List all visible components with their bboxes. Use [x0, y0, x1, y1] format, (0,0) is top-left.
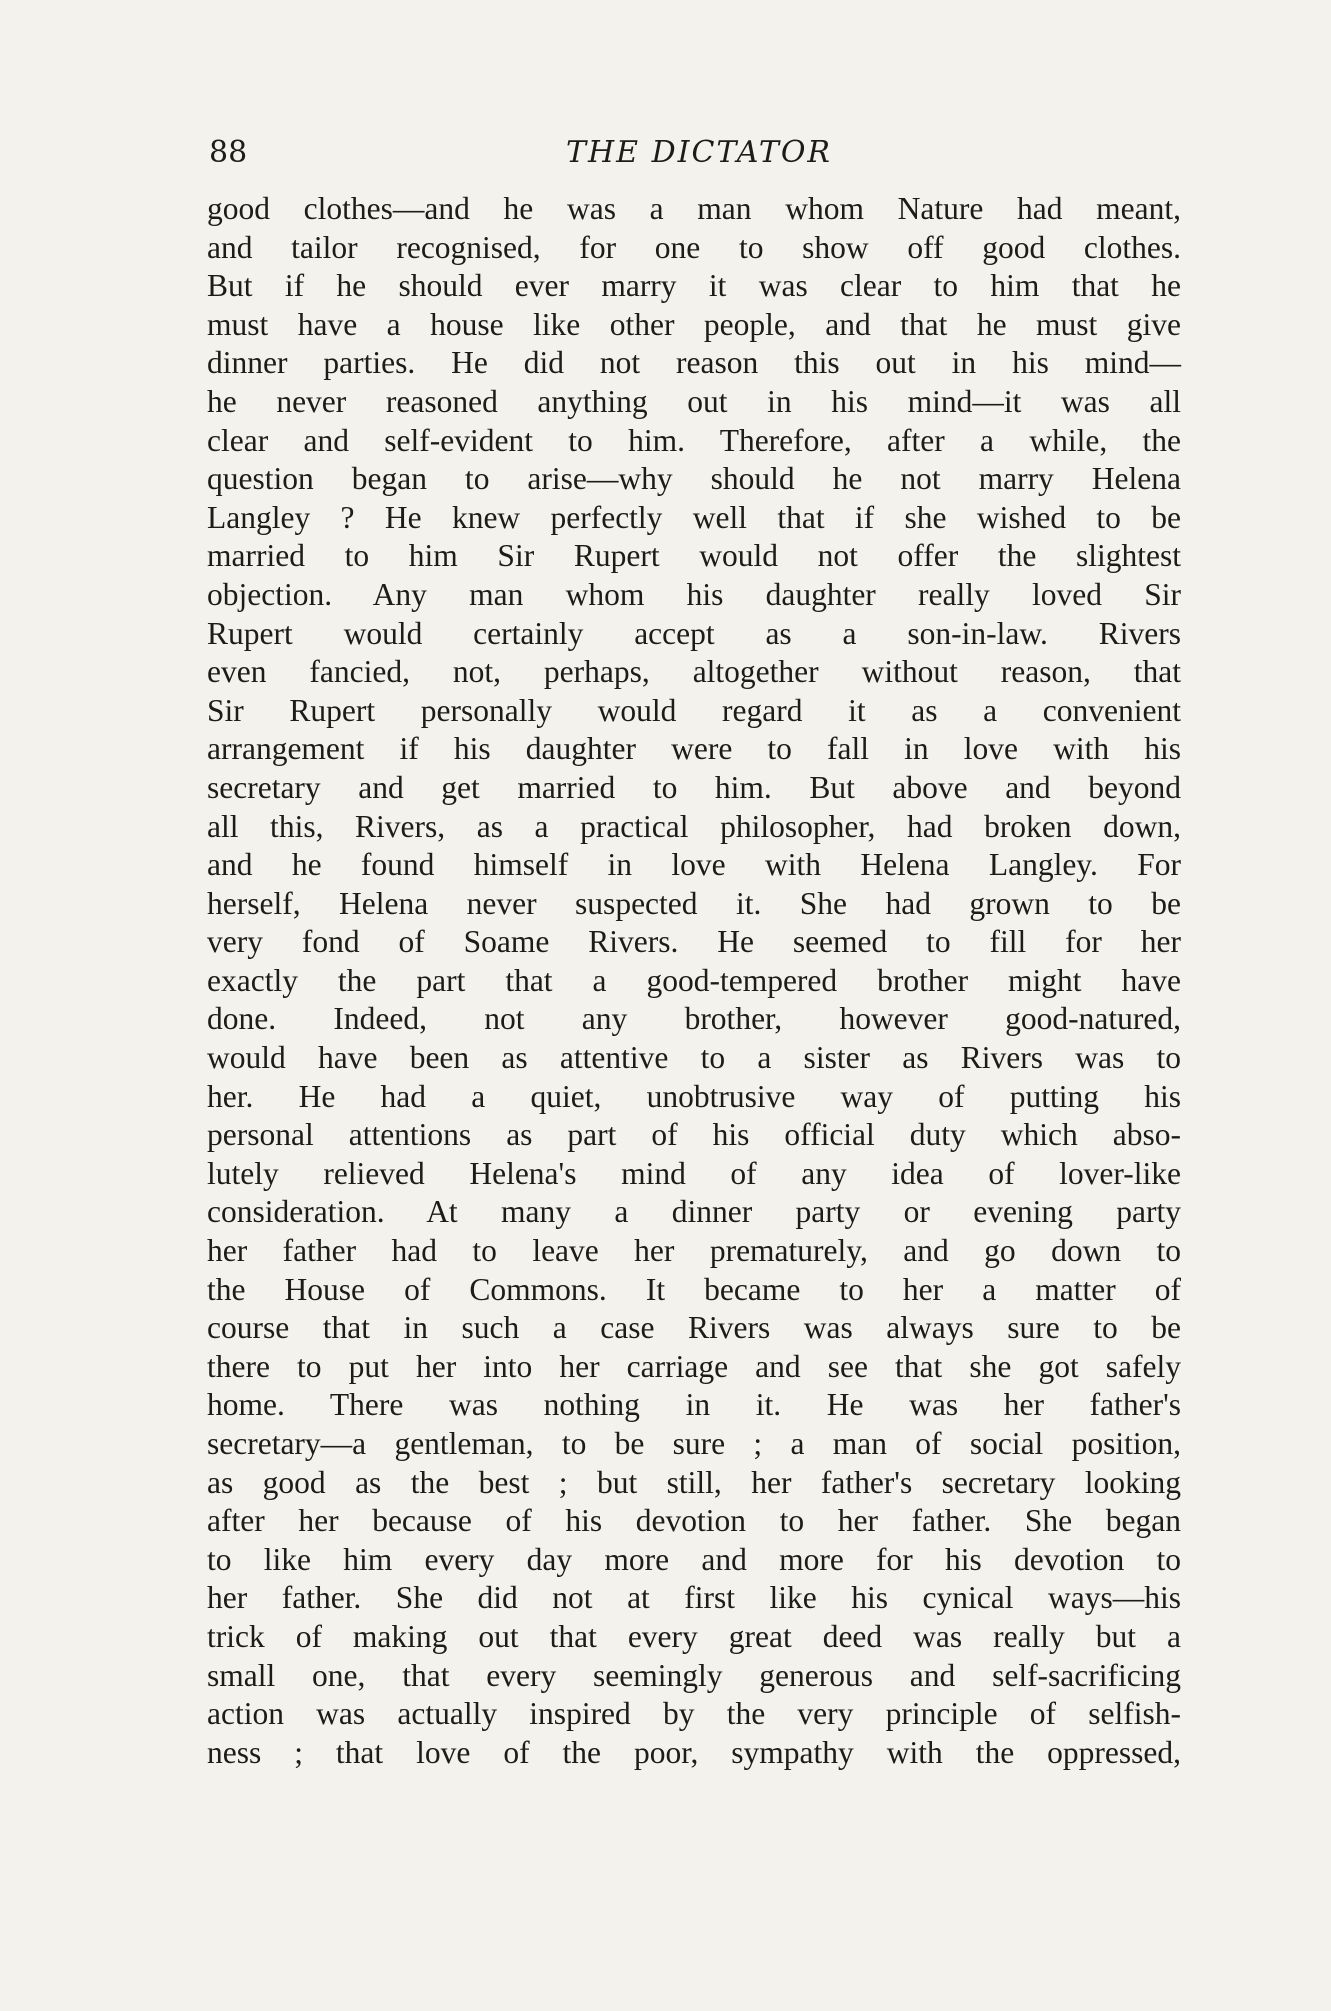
text-line: trick of making out that every great deed was really but a — [207, 1618, 1181, 1654]
text-line: very fond of Soame Rivers. He seemed to fill for her — [207, 924, 1181, 960]
text-line: must have a house like other people, and that he must give — [207, 306, 1181, 342]
text-line: there to put her into her carriage and see that she got safely — [207, 1348, 1181, 1384]
text-line: home. There was nothing in it. He was her father's — [207, 1387, 1181, 1423]
text-line: secretary and get married to him. But above and beyond — [207, 769, 1181, 805]
text-line: even fancied, not, perhaps, altogether without reason, that — [207, 654, 1181, 690]
text-line: action was actually inspired by the very principle of selfish- — [207, 1696, 1181, 1732]
text-line: ness ; that love of the poor, sympathy with the oppressed, — [207, 1734, 1181, 1770]
text-line: But if he should ever marry it was clear to him that he — [207, 268, 1181, 304]
text-line: to like him every day more and more for his devotion to — [207, 1541, 1181, 1577]
text-line: and tailor recognised, for one to show off good clothes. — [207, 229, 1181, 265]
text-line: Langley ? He knew perfectly well that if she wished to be — [207, 499, 1181, 535]
text-line: objection. Any man whom his daughter really loved Sir — [207, 576, 1181, 612]
running-title: THE DICTATOR — [565, 135, 833, 170]
body-text — [207, 190, 1181, 1772]
text-line: small one, that every seemingly generous and self-sacrificing — [207, 1657, 1181, 1693]
text-line: arrangement if his daughter were to fall in love with his — [207, 731, 1181, 767]
text-line: married to him Sir Rupert would not offer the slightest — [207, 538, 1181, 574]
text-line: Rupert would certainly accept as a son-in-law. Rivers — [207, 615, 1181, 651]
text-line: her father. She did not at first like his cynical ways—his — [207, 1580, 1181, 1616]
text-line: dinner parties. He did not reason this out in his mind— — [207, 345, 1181, 381]
text-line: secretary—a gentleman, to be sure ; a man of social position, — [207, 1426, 1181, 1461]
text-line: lutely relieved Helena's mind of any idea of lover-like — [207, 1155, 1181, 1191]
text-line: Sir Rupert personally would regard it as a convenient — [207, 692, 1181, 728]
text-line: consideration. At many a dinner party or evening party — [207, 1194, 1181, 1230]
text-line: clear and self-evident to him. Therefore, after a while, the — [207, 422, 1181, 458]
running-head — [209, 130, 1179, 176]
text-line: all this, Rivers, as a practical philosopher, had broken down, — [207, 808, 1181, 844]
text-line: and he found himself in love with Helena Langley. For — [207, 847, 1181, 883]
text-line: good clothes—and he was a man whom Nature had meant, — [207, 191, 1181, 226]
text-line: personal attentions as part of his official duty which abso- — [207, 1117, 1181, 1153]
text-line: question began to arise—why should he not marry Helena — [207, 461, 1181, 497]
text-line: after her because of his devotion to her father. She began — [207, 1503, 1181, 1539]
text-line: course that in such a case Rivers was always sure to be — [207, 1310, 1181, 1346]
text-line: would have been as attentive to a sister as Rivers was to — [207, 1040, 1181, 1076]
text-line: exactly the part that a good-tempered brother might have — [207, 962, 1181, 998]
text-line: her father had to leave her prematurely, and go down to — [207, 1233, 1181, 1269]
page-number: 88 — [209, 135, 248, 170]
text-line: her. He had a quiet, unobtrusive way of putting his — [207, 1078, 1181, 1114]
text-line: the House of Commons. It became to her a matter of — [207, 1271, 1181, 1307]
text-line: he never reasoned anything out in his mind—it was all — [207, 383, 1181, 419]
text-line: done. Indeed, not any brother, however good-natured, — [207, 1001, 1181, 1037]
text-line: as good as the best ; but still, her father's secretary looking — [207, 1464, 1181, 1500]
text-line: herself, Helena never suspected it. She had grown to be — [207, 885, 1181, 921]
